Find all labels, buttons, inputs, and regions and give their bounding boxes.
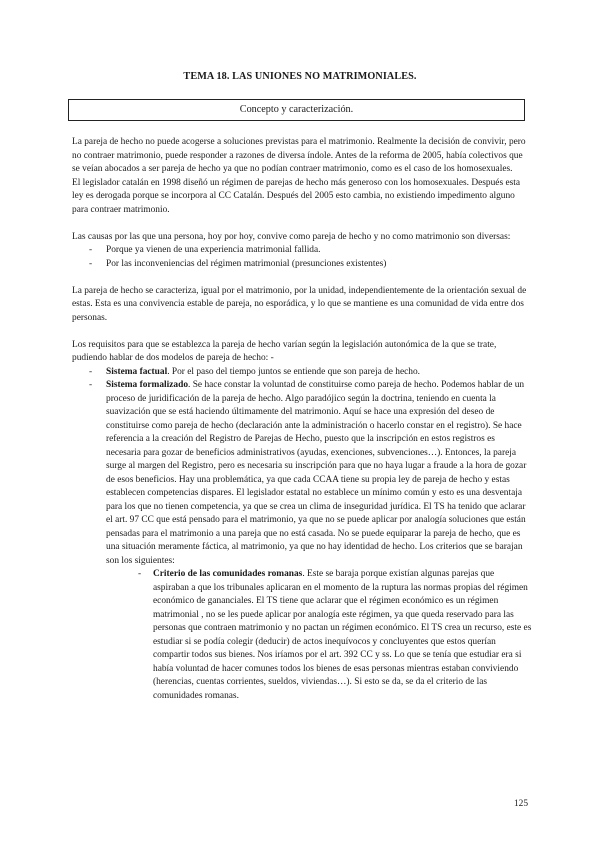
list-item xyxy=(128,568,532,703)
causes-list xyxy=(72,244,532,271)
paragraph-intro xyxy=(72,136,532,217)
paragraph-characteristics: La pareja de hecho se caracteriza, igual por el matrimonio, por la unidad, independientemente de la orientación sexual de estas. Esta es una convivencia estable de pareja, no esporádica, y lo que se mantiene es una comunidad de vida entre dos personas. xyxy=(72,285,527,323)
criterion-text: . Este se baraja porque existían algunas parejas que aspiraban a que los tribunales aplicaran en el momento de la ruptura las normas propias del régimen económico de gananciales. El TS tiene que aclarar que el régimen económico es un régimen matrimonial , no se les puede aplicar por analogía este régimen, ya que queda reservado para las personas que contraen matrimonio y no pactan un régimen económico. El TS crea un recurso, este es estudiar si se podía colegir (deducir) de actos inequívocos y concluyentes que estos querían compartir todos sus bienes. Nos iríamos por el art. 392 CC y ss. Lo que se tenía que estudiar era si había voluntad de hacer comunes todos los bienes de esas personas mientras estaban conviviendo (herencias, cuentas corrientes, sueldos, viviendas…). Si esto se da, se da el criterio de las comunidades romanas. xyxy=(153,569,532,701)
models-list xyxy=(72,366,532,704)
model-text: . Por el paso del tiempo juntos se entiende que son pareja de hecho. xyxy=(167,366,420,377)
page-title: TEMA 18. LAS UNIONES NO MATRIMONIALES. xyxy=(183,71,417,82)
model-text: . Se hace constar la voluntad de constituirse como pareja de hecho. Podemos hablar de un proceso de juridificación de la pareja de hecho. Algo paradójico según la doctrina, teniendo en cuenta la suavización que se está haciendo últimamente del matrimonio. Aquí se hace una expresión del deseo de constituirse como pareja de hecho (declaración ante la administración o hacerlo constar en el registro). Se hace referencia a la creación del Registro de Parejas de Hecho, puesto que la inscripción en estos registros es necesaria para gozar de beneficios administrativos (ayudas, exenciones, subvenciones…). Entonces, la pareja surge al margen del Registro, pero es necesaria su inscripción para que no haya lugar a fraude a la hora de gozar de esos beneficios. Hay una problemática, ya que cada CCAA tiene su propia ley de pareja de hecho y estas establecen competencias dispares. El legislador estatal no establece un mínimo común y esto es una desventaja para los que no tienen competencia, ya que se crea un clima de inseguridad jurídica. El TS ha tenido que aclarar el art. 97 CC que está pensado para el matrimonio, ya que no se puede aplicar por analogía soluciones que están pensadas para el matrimonio a una pareja que no está casada. No se puede equiparar la pareja de hecho, que es una situación meramente fáctica, al matrimonio, ya que no hay identidad de hecho. Los criterios que se barajan son los siguientes: xyxy=(106,380,527,566)
section-heading-box: Concepto y caracterización. xyxy=(68,99,525,121)
list-item xyxy=(72,379,532,703)
list-item xyxy=(72,366,532,380)
paragraph-intro-part-1: La pareja de hecho no puede acogerse a soluciones previstas para el matrimonio. Realmente la decisión de convivir, pero no contraer matrimonio, puede responder a razones de diversa índole. Antes de la reforma de 2005, había colectivos que se veían abocados a ser pareja de hecho ya que no podían contraer matrimonio, como es el caso de los homosexuales. xyxy=(72,137,526,174)
model-term: Sistema factual xyxy=(106,366,168,377)
paragraph-intro-part-2: El legislador catalán en 1998 diseñó un régimen de parejas de hecho más generoso con los homosexuales. Después esta ley es derogada porque se incorpora al CC Catalán. Después del 2005 esto cambia, no existiendo impedimento alguno para contraer matrimonio. xyxy=(72,177,521,215)
list-item: - Porque ya vienen de una experiencia matrimonial fallida. xyxy=(72,244,532,258)
criterion-term: Criterio de las comunidades romanas xyxy=(153,569,303,579)
page-number: 125 xyxy=(513,799,528,809)
model-term: Sistema formalizado xyxy=(106,380,189,390)
document-body xyxy=(72,136,532,703)
list-item: - Por las inconveniencias del régimen matrimonial (presunciones existentes) xyxy=(72,258,532,272)
criteria-list xyxy=(128,568,532,703)
paragraph-causes-intro: Las causas por las que una persona, hoy por hoy, convive como pareja de hecho y no como matrimonio son diversas: xyxy=(72,231,511,242)
paragraph-requirements: Los requisitos para que se establezca la pareja de hecho varían según la legislación autonómica de la que se trate, pudiendo hablar de dos modelos de pareja de hecho: - xyxy=(72,339,497,363)
